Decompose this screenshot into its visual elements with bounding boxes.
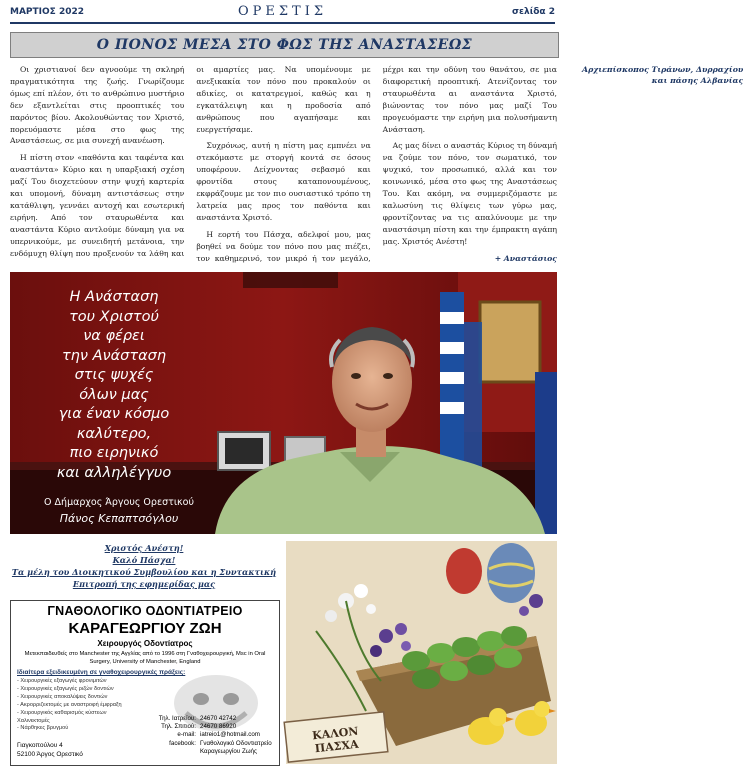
quote-line: να φέρει (83, 328, 145, 344)
quote-line: Η Ανάσταση (69, 289, 159, 305)
ad-heading: ΓΝΑΘΟΛΟΓΙΚΟ ΟΔΟΝΤΙΑΤΡΕΙΟ (47, 604, 243, 618)
contact-label: facebook: (169, 739, 196, 747)
ad-contact-row (133, 723, 280, 731)
easter-sign-line: ΠΑΣΧΑ (314, 737, 360, 756)
blue-egg (487, 543, 535, 603)
contact-label: e-mail: (177, 731, 196, 739)
ad-contact-row (133, 731, 280, 739)
greeting-line: Χριστός Ανέστη! (104, 543, 184, 553)
quote-line: για έναν κόσμο (58, 406, 170, 422)
ad-service-item: - Νάρθηκες βρυγμού (17, 725, 69, 732)
ad-services-list (17, 678, 122, 733)
quote-line: πιο ειρηνικό (69, 445, 159, 461)
ad-service-item: - Χειρουργικές εξαγωγές φρονιμιτών (17, 678, 107, 684)
article-signature: + Αναστάσιος (494, 253, 557, 263)
easter-sign-line: ΚΑΛΟΝ (311, 724, 360, 743)
quote-line: στις ψυχές (74, 367, 154, 383)
ad-address-city: 52100 Άργος Ορεστικό (17, 751, 83, 758)
ad-credentials: Μετεκπαιδευθείς στο Manchester της Αγγλίας από το 1996 στη Γναθοχειρουργική, Msc in Oral Surgery, University of Manchester, England (24, 651, 266, 665)
article-paragraph: Ας μας δίνει ο αναστάς Κύριος τη δύναμή να ζούμε τον πόνο, τον σωματικό, τον ψυχικό, τον προσωπικό, αλλά και τον κοινωνικό, μέσα στο φως της Αναστάσεως Του. Και ακόμη, να συμμεριζόμαστε με καλωσύνη τις θλίψεις των γύρω μας, φροντίζοντας να τις απαλύνουμε με την αναστάσιμη πίστη και την έμπρακτη αγάπη μας. Χριστός Ανέστη! (382, 141, 557, 246)
article-paragraph: Οι χριστιανοί δεν αγνοούμε τη σκληρή πραγματικότητα της ζωής. Γνωρίζουμε όμως επί πλέον, ότι το ανθρώπινο μυστήριο δεν εξαντλείται στις προοπτικές του παρόντος βίου. Ακολουθώντας τον Χριστό, πορευόμαστε μέσα στο φως της Αναστάσεως, σε μια συνεχή ανανέωση. (10, 65, 185, 146)
contact-label: Τηλ. Σπιτιού: (161, 723, 196, 731)
article-title-band (10, 32, 559, 58)
ad-service-item: - Χειρουργικές εξαγωγές ριζών δοντιών (17, 685, 114, 692)
quote-line: την Ανάσταση (61, 347, 167, 364)
article-paragraph: Συχρόνως, αυτή η πίστη μας εμπνέει να στεκόμαστε με στοργή κοντά σε όσους υποφέρουν. Δείχνοντας σεβασμό και φροντίδα στους καταπονουμένους, εκφράζουμε με τον πιο ουσιαστικό τρόπο τη λατρεία μας προς τον παθόντα και αναστάντα Χριστό. (196, 141, 371, 222)
contact-value: Γναθολογικό Οδοντιατρείο Καραγεωργίου Ζωής (200, 739, 272, 755)
ad-service-item: - Ακρορριζεκτομές με αναστροφή έμφραξη (17, 701, 122, 708)
article-paragraph: Η πίστη στον «παθόντα και ταφέντα και αναστάντα» Κύριο και η υπαρξιακή σχέση μαζί Του διοχετεύουν στην ψυχή καρτερία και υπομονή, δύναμη αντιστάσεως στην κατάθλιψη, γεννάει αντοχή και εσωτερική ειρήνη. Από τον σταυρωθέντα και αναστάντα Κύριο αντλούμε δύναμη για να υπερνικούμε, με συνειδητή μετάνοια, την ενδόμυχη θλίψη που προξενούν τα λάθη και οι αμαρτίες μας. Να υπομένουμε με ανεξικακία τον πόνο που προκαλούν οι αδικίες, οι κατατρεγμοί, καθώς και η εγκατάλειψη και η προδοσία από ανθρώπους που αγαπήσαμε και ευεργετήσαμε. (10, 65, 371, 258)
dental-clinic-ad (10, 600, 280, 766)
ad-contact-row (133, 715, 280, 723)
ad-address-street: Γιαγκοπούλου 4 (17, 742, 63, 749)
mayor-quote (10, 288, 218, 483)
quote-line: και αλληλέγγυο (56, 464, 172, 481)
issue-month: ΜΑΡΤΙΟΣ 2022 (10, 7, 84, 17)
ad-dentist-role: Χειρουργός Οδοντίατρος (97, 639, 193, 648)
page-header (10, 4, 555, 24)
ad-service-item: - Χειρουργικός καθαρισμός κύστεων (17, 709, 107, 716)
contact-label: Τηλ. Ιατρείου: (158, 715, 196, 722)
contact-value: 24670 86920 (200, 723, 237, 731)
ad-dentist-name: ΚΑΡΑΓΕΩΡΓΙΟΥ ΖΩΗ (68, 620, 222, 637)
quote-line: όλων μας (79, 386, 149, 403)
ad-contacts (133, 715, 280, 756)
easter-card-image (286, 541, 557, 764)
page-number: σελίδα 2 (512, 7, 555, 17)
mayor-caption-role: Ο Δήμαρχος Άργους Ορεστικού (44, 497, 194, 508)
ad-service-item: - Χειρουργικές αποκαλύψεις δοντιών (17, 693, 108, 700)
mayor-photo (10, 272, 557, 534)
easter-greetings (10, 542, 278, 590)
ad-specialization-label: Ιδιαίτερα εξειδικευμένη σε γναθοχειρουργικές πράξεις: (17, 669, 186, 676)
greeting-line: Τα μέλη του Διοικητικού Συμβουλίου και η Συντακτική Επιτροπή της εφημερίδας μας (11, 567, 277, 589)
article-body (10, 64, 743, 268)
greeting-line: Καλό Πάσχα! (112, 555, 176, 565)
ad-address (17, 741, 83, 759)
red-egg (446, 548, 482, 594)
ad-contact-row (133, 740, 280, 756)
contact-value: iatreio1@hotmail.com (200, 731, 260, 739)
ad-service-item: Χαλινεκτομές (17, 717, 50, 724)
quote-line: καλύτερο, (76, 425, 152, 442)
article-title: Ο ΠΟΝΟΣ ΜΕΣΑ ΣΤΟ ΦΩΣ ΤΗΣ ΑΝΑΣΤΑΣΕΩΣ (96, 37, 473, 53)
contact-value: 24670 42742 (200, 715, 237, 722)
article-paragraph: Η εορτή του Πάσχα, αδελφοί μου, μας βοηθεί να δούμε τον πόνο που μας πιέζει, τον καθημερινό, τον μικρό ή τον μεγάλο, μέχρι και την οδύνη του θανάτου, σε μια διαφορετική προοπτική. Ατενίζοντας τον σταυρωθέντα αι αναστάντα Χριστό, βιώνοντας τον πόνο μας μαζί Του προγευόμαστε την ειρήνη μια πολυσήμαντη Ανάσταση. (196, 65, 557, 263)
article-signature-title: Αρχιεπίσκοπος Τιράνων, Δυρραχίου και πάσης Αλβανίας (582, 65, 743, 85)
mayor-caption-name: Πάνος Κεπαπτσόγλου (59, 512, 179, 525)
masthead: ΟΡΕΣΤΙΣ (237, 4, 328, 19)
quote-line: του Χριστού (69, 308, 159, 325)
